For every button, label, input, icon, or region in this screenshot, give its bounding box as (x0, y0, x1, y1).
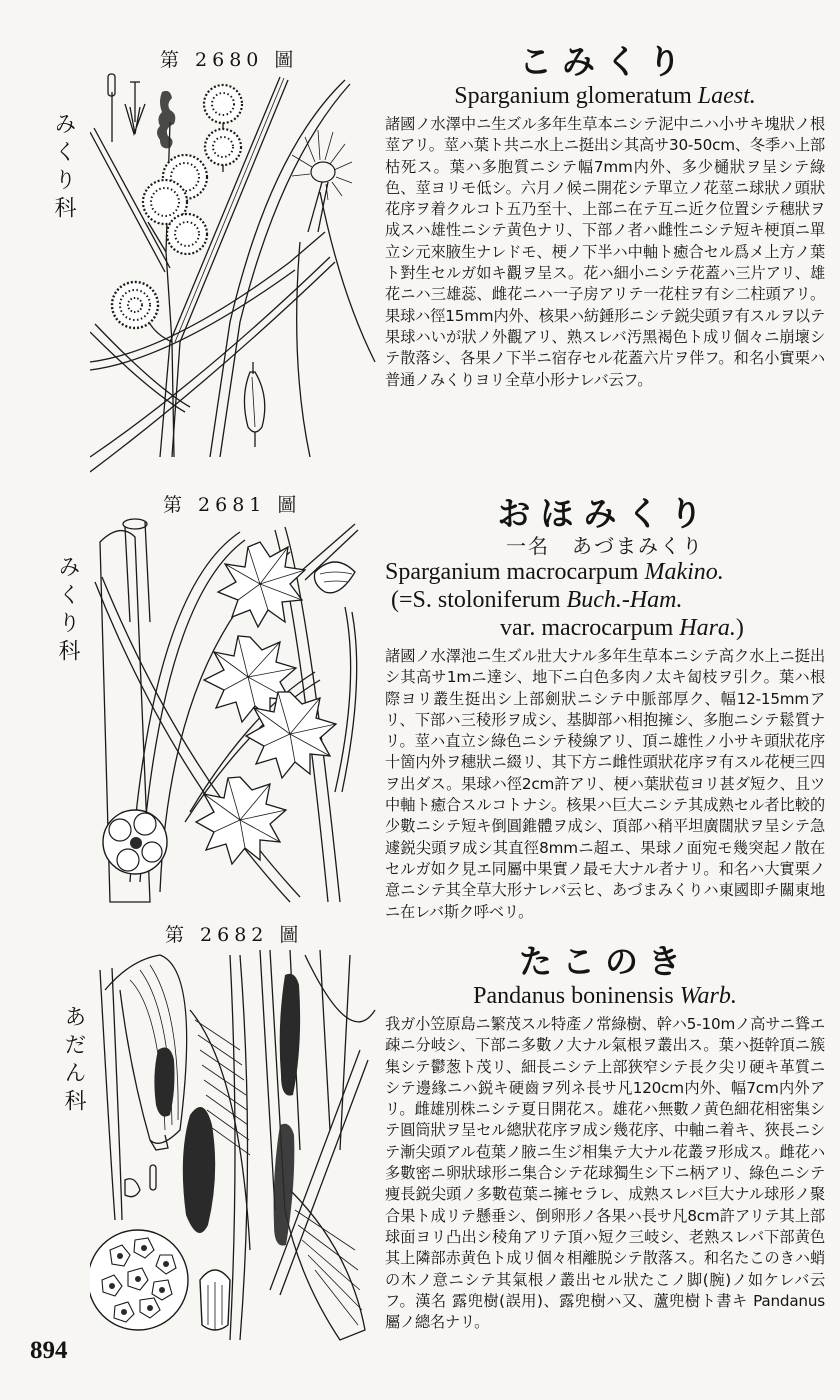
synonym-line-1 (385, 586, 825, 614)
spiky-fruit-heads-icon (196, 542, 336, 864)
japanese-name: たこのき (519, 942, 691, 981)
single-drupe-icon (200, 1270, 230, 1330)
scientific-name (385, 982, 825, 1010)
family-label-2682: あだん科 (61, 1005, 86, 1117)
figure-label-2682: 第 2682 圖 (165, 924, 304, 946)
figure-label-2681: 第 2681 圖 (163, 494, 302, 516)
alias-label: 一名 (506, 534, 550, 558)
female-flower-heads-icon (112, 85, 242, 328)
fruit-cross-section-icon (103, 810, 167, 874)
description: 諸國ノ水澤中ニ生ズル多年生草本ニシテ泥中ニハ小サキ塊狀ノ根莖アリ。莖ハ葉ト共ニ水上ニ挺出シ其高サ30-50cm、冬季ハ上部枯死ス。葉ハ多胞質ニシテ幅7mm内外、多少樋狀ヲ呈シテ綠色、莖ヨリモ低シ。六月ノ候ニ開花シテ單立ノ花莖ニ球狀ノ頭狀花序ヲ着クルコト五乃至十、上部ニ在テ互ニ近ク位置シテ穗狀ヲ成スハ雄性ニシテ黄色ナリ、下部ノ者ハ雌性ニシテ短キ梗頂ニ單立シ元來腋生ナレドモ、梗ノ下半ハ中軸ト癒合セル爲メ上方ノ葉ト對生セルガ如キ觀ヲ呈ス。花ハ細小ニシテ花蓋ハ三片アリ、雄花ニハ三雄蕊、雌花ニハ一子房アリテ一花柱ヲ有シ二柱頭アリ。果球ハ徑15mm内外、核果ハ紡錘形ニシテ鋭尖頭ヲ有スルヲ以テ果球ハいが狀ノ外觀アリ、熟スレバ汚黑褐色ト成リ個々ニ崩壞シテ散落シ、各果ノ下半ニ宿存セル花蓋六片ヲ伴フ。和名小實栗ハ普通ノみくりヨリ全草小形ナレバ云フ。 (385, 115, 825, 389)
author: Makino. (644, 559, 724, 585)
syncarp-fruit-icon (90, 1230, 188, 1330)
figure-label-2680: 第 2680 圖 (160, 49, 299, 71)
mature-head-icon (292, 130, 352, 232)
illustration-sparganium-macrocarpum (90, 512, 380, 912)
synonym-line-2 (385, 614, 825, 642)
japanese-name: おほみくり (497, 494, 713, 533)
description: 我ガ小笠原島ニ繁茂スル特產ノ常綠樹、幹ハ5-10mノ高サニ聳エ疎ニ分岐シ、下部ニ多數ノ大ナル氣根ヲ叢出ス。葉ハ挺幹頂ニ簇集シテ鬱葱ト茂リ、細長ニシテ上部狹窄シテ長ク尖リ硬キ革質ニシテ邊緣ニハ鋭キ硬齒ヲ列ネ長サ凡120cm内外、幅7cm内外アリ。雌雄別株ニシテ夏日開花ス。雄花ハ無數ノ黄色細花相密集シテ圓筒狀ヲ呈セル總狀花序ヲ成シ幾花序、中軸ニ着キ、狹長ニシテ漸尖頭アル苞葉ノ腋ニ生ジ相集テ大ナル花叢ヲ形成ス。雌花ハ多數密ニ卵狀球形ニ集合シテ花球獨生シ下ニ柄アリ、綠色ニシテ痩長鋭尖頭ノ多數苞葉ニ擁セラレ、成熟スレバ巨大ナル球形ノ聚合果ト成リテ懸垂シ、倒卵形ノ各果ハ長サ凡8cm許アリテ其上部球面ヨリ凸出シ稜角アリテ頂ハ短ク三岐シ、老熟スレバ下部黄色其上隣部赤黄色ト成リ個々相離脱シテ散落ス。和名たこのきハ蛸の木ノ意ニシテ其氣根ノ叢出セル狀たこノ脚(腕)ノ如ケレバ云フ。漢名 露兜樹(誤用)、露兜樹ハ又、蘆兜樹ト書キ Pandanus 屬ノ總名ナリ。 (385, 1015, 825, 1332)
author: Laest. (697, 83, 756, 109)
variety-author: Hara. (679, 615, 736, 641)
synonym-author: Buch.-Ham. (566, 587, 683, 613)
family-label-2680: みくり科 (51, 112, 76, 224)
japanese-name: こみくり (519, 42, 691, 81)
stamen-detail-icon (108, 74, 145, 142)
description: 諸國ノ水澤池ニ生ズル壯大ナル多年生草本ニシテ高ク水上ニ挺出シ其高サ1mニ達シ、地下ニ白色多肉ノ太キ匐枝ヲ引ク。葉ハ根際ヨリ叢生挺出シ上部劍狀ニシテ中脈部厚ク、幅12-15mmアリ、下部ハ三稜形ヲ成シ、基脚部ハ相抱擁シ、多胞ニシテ鬆質ナリ。莖ハ直立シ綠色ニシテ稜線アリ、頂ニ雄性ノ小サキ頭狀花序十箇内外ヲ穗狀ニ綴リ、其下方ニ雌性頭狀花序ヲ有スル花梗三四ヲ出ダス。果球ハ徑2cm許アリ、梗ハ葉狀苞ヨリ甚ダ短ク、且ツ中軸ト癒合スルコトナシ。核果ハ巨大ニシテ其成熟セル者比較的少數ニシテ短キ倒圓錐體ヲ成シ、頂部ハ稍平坦廣闊狀ヲ呈シテ急遽鋭尖頭ヲ成シ其直徑8mmニ超エ、果球ノ面宛モ幾突起ノ散在セルガ如ク見エ同屬中果實ノ最モ大ナル者ナリ。和名ハ大實栗ノ意ニシテ其全草大形ナレバ云ヒ、あづまみくりハ東國即チ關東地ニ在レバ斯ク呼ベリ。 (385, 647, 825, 921)
synonym-name: (=S. stoloniferum (391, 587, 561, 613)
seed-detail-icon (314, 562, 355, 593)
entry-2681 (385, 494, 825, 923)
family-label-2681: みくり科 (55, 555, 80, 667)
variety-name: var. macrocarpum (500, 615, 674, 641)
male-inflorescence-icon (154, 974, 300, 1246)
scientific-name (385, 558, 825, 586)
entry-2682 (385, 942, 825, 1333)
entry-2680 (385, 42, 825, 391)
illustration-pandanus-boninensis (90, 950, 380, 1350)
closing-paren: ) (735, 615, 744, 641)
genus-species: Pandanus boninensis (473, 983, 674, 1009)
scientific-name (385, 82, 825, 110)
alternate-name (385, 534, 825, 558)
author: Warb. (679, 983, 737, 1009)
illustration-sparganium-glomeratum (90, 62, 380, 480)
genus-species: Sparganium glomeratum (454, 83, 692, 109)
fruit-detail-icon (244, 362, 264, 447)
genus-species: Sparganium macrocarpum (385, 559, 639, 585)
alias-name: あづまみくり (572, 534, 704, 558)
page-number: 894 (30, 1337, 68, 1364)
